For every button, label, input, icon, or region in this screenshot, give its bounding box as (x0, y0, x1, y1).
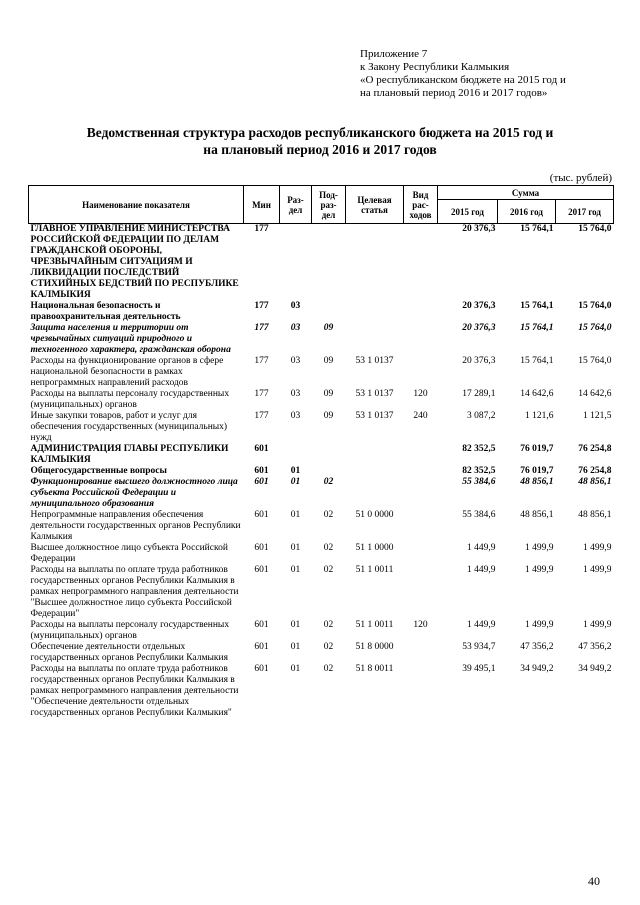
cell-podrazdel-code: 02 (323, 477, 334, 487)
cell-sum-2017: 1 499,9 (583, 565, 612, 575)
cell-sum-2017: 76 254,8 (578, 444, 612, 454)
cell-expense-type (404, 224, 438, 302)
cell-sum-2015: 20 376,3 (462, 356, 496, 366)
cell-sum-2016: 1 121,6 (525, 411, 554, 421)
cell-sum-2016: 1 499,9 (525, 620, 554, 630)
table-row (29, 477, 614, 510)
cell-podrazdel-code (312, 466, 346, 477)
cell-min-code: 177 (254, 323, 269, 333)
cell-sum-2015: 55 384,6 (462, 510, 496, 520)
table-row (29, 565, 614, 620)
cell-target-article (346, 466, 404, 477)
cell-min-code: 601 (254, 543, 269, 553)
cell-sum-2017: 48 856,1 (578, 477, 612, 487)
table-row (29, 620, 614, 642)
cell-sum-2017: 47 356,2 (578, 642, 612, 652)
cell-sum-2017: 15 764,0 (578, 356, 612, 366)
cell-sum-2016: 15 764,1 (520, 224, 554, 234)
cell-sum-2017: 1 121,5 (583, 411, 612, 421)
cell-expense-type (404, 510, 438, 543)
cell-name: Расходы на выплаты по оплате труда работников государственных органов Республики Калмыкия в рамках непрограммного направления деятельности "Обеспечение деятельности отдельных государственных органов Республики Калмыкия" (30, 664, 239, 718)
cell-sum-2017: 14 642,6 (578, 389, 612, 399)
cell-razdel-code: 01 (290, 664, 301, 674)
table-row (29, 411, 614, 444)
annex-line: на плановый период 2016 и 2017 годов» (360, 87, 548, 99)
table-row (29, 301, 614, 323)
cell-sum-2015: 55 384,6 (462, 477, 496, 487)
cell-name: Обеспечение деятельности отдельных государственных органов Республики Калмыкия (30, 642, 228, 663)
cell-min-code: 601 (254, 510, 269, 520)
cell-podrazdel-code: 09 (323, 389, 334, 399)
page-number: 40 (588, 874, 600, 888)
cell-podrazdel-code: 09 (323, 323, 334, 333)
cell-sum-2017: 15 764,0 (578, 301, 612, 311)
table-row (29, 466, 614, 477)
cell-name: Расходы на выплаты по оплате труда работников государственных органов Республики Калмыкия в рамках непрограммного направления деятельности "Высшее должностное лицо субъекта Российской Федерации" (30, 565, 239, 619)
cell-sum-2015: 3 087,2 (467, 411, 496, 421)
cell-min-code: 177 (254, 224, 269, 234)
header-2017: 2017 год (556, 200, 614, 224)
cell-razdel-code: 03 (290, 356, 301, 366)
cell-min-code: 601 (254, 642, 269, 652)
cell-sum-2015: 17 289,1 (462, 389, 496, 399)
table-row (29, 642, 614, 664)
cell-expense-type: 120 (413, 620, 428, 630)
cell-sum-2016: 1 499,9 (525, 565, 554, 575)
cell-min-code: 601 (254, 466, 269, 476)
cell-name: АДМИНИСТРАЦИЯ ГЛАВЫ РЕСПУБЛИКИ КАЛМЫКИЯ (30, 444, 229, 465)
header-summa: Сумма (438, 186, 614, 200)
cell-name: Расходы на выплаты персоналу государственных (муниципальных) органов (30, 389, 230, 410)
cell-podrazdel-code: 02 (323, 664, 334, 674)
cell-razdel-code (280, 444, 312, 466)
cell-sum-2017: 1 499,9 (583, 620, 612, 630)
cell-target-article: 51 1 0011 (355, 565, 394, 575)
cell-name: Функционирование высшего должностного лица субъекта Российской Федерации и муниципального образования (30, 477, 238, 509)
header-podrazdel: Под- раз- дел (312, 186, 346, 224)
cell-sum-2017: 15 764,0 (578, 224, 612, 234)
table-row (29, 224, 614, 302)
cell-podrazdel-code: 09 (323, 411, 334, 421)
cell-min-code: 601 (254, 565, 269, 575)
header-name: Наименование показателя (29, 186, 244, 224)
annex-line: Приложение 7 (360, 48, 428, 60)
cell-razdel-code: 01 (290, 510, 301, 520)
cell-expense-type (404, 642, 438, 664)
cell-name: Расходы на функционирование органов в сфере национальной безопасности в рамках непрограммных направлений расходов (30, 356, 224, 388)
cell-sum-2017: 1 499,9 (583, 543, 612, 553)
annex-line: к Закону Республики Калмыкия (360, 61, 510, 73)
cell-podrazdel-code: 02 (323, 642, 334, 652)
cell-sum-2015: 20 376,3 (462, 301, 496, 311)
cell-target-article: 53 1 0137 (355, 356, 394, 366)
cell-name: Национальная безопасность и правоохранительная деятельность (30, 301, 181, 322)
cell-target-article (346, 224, 404, 302)
cell-min-code: 601 (254, 664, 269, 674)
cell-podrazdel-code: 02 (323, 620, 334, 630)
units-label: (тыс. рублей) (549, 172, 612, 184)
cell-expense-type (404, 444, 438, 466)
cell-target-article: 51 1 0011 (355, 620, 394, 630)
cell-sum-2016: 15 764,1 (520, 301, 554, 311)
cell-target-article (346, 323, 404, 356)
cell-razdel-code: 01 (290, 543, 301, 553)
cell-sum-2016: 15 764,1 (520, 356, 554, 366)
cell-min-code: 177 (254, 411, 269, 421)
cell-target-article: 51 8 0000 (355, 642, 394, 652)
title-line-2: на плановый период 2016 и 2017 годов (203, 142, 437, 157)
header-2016: 2016 год (498, 200, 556, 224)
header-statya: Целевая статья (346, 186, 404, 224)
header-min: Мин (244, 186, 280, 224)
annex-note (360, 48, 620, 100)
cell-expense-type (404, 323, 438, 356)
cell-expense-type: 120 (413, 389, 428, 399)
cell-razdel-code: 03 (290, 301, 301, 311)
cell-sum-2015: 1 449,9 (467, 543, 496, 553)
cell-sum-2015: 20 376,3 (462, 323, 496, 333)
header-vid: Вид рас- ходов (404, 186, 438, 224)
cell-podrazdel-code: 09 (323, 356, 334, 366)
cell-razdel-code: 01 (290, 620, 301, 630)
cell-expense-type (404, 466, 438, 477)
cell-sum-2016: 47 356,2 (520, 642, 554, 652)
cell-expense-type: 240 (413, 411, 428, 421)
cell-name: Общегосударственные вопросы (30, 466, 167, 476)
table-row (29, 510, 614, 543)
cell-sum-2015: 53 934,7 (462, 642, 496, 652)
table-row (29, 323, 614, 356)
cell-sum-2017: 34 949,2 (578, 664, 612, 674)
cell-razdel-code: 01 (290, 477, 301, 487)
cell-podrazdel-code (312, 224, 346, 302)
cell-razdel-code: 01 (290, 642, 301, 652)
table-row (29, 664, 614, 719)
cell-name: Непрограммные направления обеспечения деятельности государственных органов Республики Калмыкия (30, 510, 241, 542)
cell-name: Защита населения и территории от чрезвычайных ситуаций природного и техногенного характера, гражданская оборона (30, 323, 231, 355)
cell-name: Иные закупки товаров, работ и услуг для обеспечения государственных (муниципальных) нужд (30, 411, 228, 443)
cell-expense-type (404, 664, 438, 719)
cell-expense-type (404, 477, 438, 510)
cell-min-code: 601 (254, 444, 269, 454)
cell-sum-2015: 1 449,9 (467, 620, 496, 630)
cell-sum-2015: 20 376,3 (462, 224, 496, 234)
cell-sum-2015: 82 352,5 (462, 466, 496, 476)
cell-name: Расходы на выплаты персоналу государственных (муниципальных) органов (30, 620, 230, 641)
cell-target-article (346, 444, 404, 466)
cell-razdel-code: 03 (290, 389, 301, 399)
cell-sum-2015: 1 449,9 (467, 565, 496, 575)
cell-razdel-code: 01 (290, 466, 301, 476)
header-2015: 2015 год (438, 200, 498, 224)
cell-sum-2017: 15 764,0 (578, 323, 612, 333)
title-line-1: Ведомственная структура расходов республиканского бюджета на 2015 год и (86, 125, 554, 140)
header-razdel: Раз- дел (280, 186, 312, 224)
cell-target-article: 51 1 0000 (355, 543, 394, 553)
cell-podrazdel-code (312, 444, 346, 466)
cell-min-code: 177 (254, 389, 269, 399)
table-body (29, 224, 614, 720)
cell-expense-type (404, 356, 438, 389)
cell-target-article (346, 301, 404, 323)
table-row (29, 356, 614, 389)
cell-podrazdel-code: 02 (323, 510, 334, 520)
cell-sum-2017: 76 254,8 (578, 466, 612, 476)
table-row (29, 543, 614, 565)
cell-min-code: 601 (254, 620, 269, 630)
cell-sum-2016: 15 764,1 (520, 323, 554, 333)
cell-razdel-code: 01 (290, 565, 301, 575)
cell-sum-2017: 48 856,1 (578, 510, 612, 520)
cell-target-article: 53 1 0137 (355, 389, 394, 399)
cell-target-article: 51 0 0000 (355, 510, 394, 520)
cell-name: Высшее должностное лицо субъекта Российской Федерации (30, 543, 228, 564)
cell-sum-2016: 48 856,1 (520, 510, 554, 520)
cell-sum-2016: 48 856,1 (520, 477, 554, 487)
cell-razdel-code: 03 (290, 323, 301, 333)
cell-razdel-code: 03 (290, 411, 301, 421)
cell-sum-2016: 1 499,9 (525, 543, 554, 553)
cell-sum-2016: 76 019,7 (520, 444, 554, 454)
cell-target-article (346, 477, 404, 510)
cell-podrazdel-code: 02 (323, 543, 334, 553)
cell-sum-2015: 82 352,5 (462, 444, 496, 454)
cell-podrazdel-code: 02 (323, 565, 334, 575)
document-title (30, 124, 610, 158)
cell-sum-2016: 76 019,7 (520, 466, 554, 476)
cell-sum-2015: 39 495,1 (462, 664, 496, 674)
cell-min-code: 601 (254, 477, 269, 487)
cell-expense-type (404, 565, 438, 620)
cell-sum-2016: 34 949,2 (520, 664, 554, 674)
cell-razdel-code (280, 224, 312, 302)
table-row (29, 389, 614, 411)
table-row (29, 444, 614, 466)
cell-min-code: 177 (254, 301, 269, 311)
cell-name: ГЛАВНОЕ УПРАВЛЕНИЕ МИНИСТЕРСТВА РОССИЙСКОЙ ФЕДЕРАЦИИ ПО ДЕЛАМ ГРАЖДАНСКОЙ ОБОРОНЫ, ЧРЕЗВЫЧАЙНЫМ СИТУАЦИЯМ И ЛИКВИДАЦИИ ПОСЛЕДСТВИЙ СТИХИЙНЫХ БЕДСТВИЙ ПО РЕСПУБЛИКЕ КАЛМЫКИЯ (30, 224, 239, 300)
budget-table (28, 185, 614, 719)
cell-target-article: 51 8 0011 (355, 664, 394, 674)
cell-expense-type (404, 543, 438, 565)
cell-sum-2016: 14 642,6 (520, 389, 554, 399)
cell-expense-type (404, 301, 438, 323)
cell-podrazdel-code (312, 301, 346, 323)
cell-target-article: 53 1 0137 (355, 411, 394, 421)
annex-line: «О республиканском бюджете на 2015 год и (360, 74, 566, 86)
cell-min-code: 177 (254, 356, 269, 366)
